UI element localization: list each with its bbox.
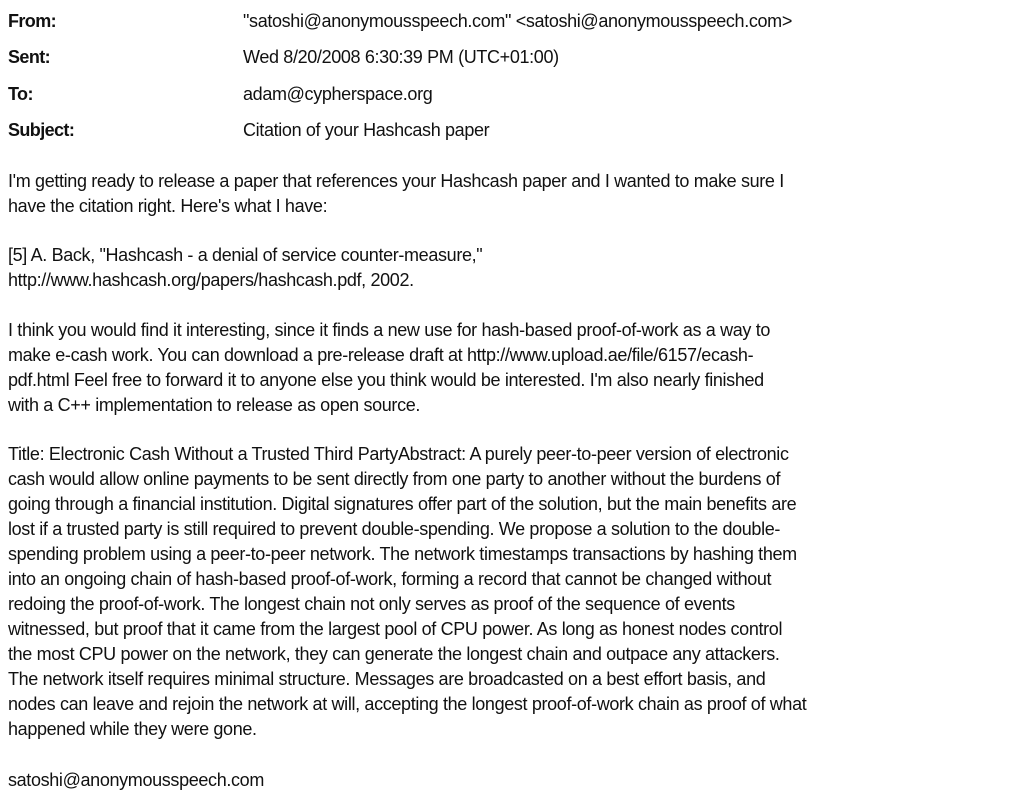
body-line: have the citation right. Here's what I have:: [8, 196, 328, 216]
header-label-from: From:: [8, 11, 56, 31]
abstract-line: The network itself requires minimal structure. Messages are broadcasted on a best effort basis, and: [8, 669, 766, 689]
header-label-sent: Sent:: [8, 47, 51, 67]
header-value-subject: Citation of your Hashcash paper: [243, 120, 490, 140]
paragraph-note: [8, 318, 1020, 418]
paragraph-citation: [8, 243, 1020, 293]
body-line: I think you would find it interesting, since it finds a new use for hash-based proof-of-work as a way to: [8, 320, 771, 340]
signature: satoshi@anonymousspeech.com: [8, 770, 264, 790]
body-line: I'm getting ready to release a paper that references your Hashcash paper and I wanted to make sure I: [8, 171, 784, 191]
header-label-to: To:: [8, 84, 33, 104]
abstract-line: the most CPU power on the network, they can generate the longest chain and outpace any attackers.: [8, 644, 780, 664]
header-value-to: adam@cypherspace.org: [243, 84, 433, 104]
body-line: with a C++ implementation to release as open source.: [8, 395, 421, 415]
citation-url-line: http://www.hashcash.org/papers/hashcash.pdf, 2002.: [8, 270, 414, 290]
abstract-line: cash would allow online payments to be sent directly from one party to another without the burdens of: [8, 469, 781, 489]
paragraph-intro: [8, 169, 1020, 219]
body-line: make e-cash work. You can download a pre-release draft at http://www.upload.ae/file/6157/ecash-: [8, 345, 754, 365]
abstract-line: spending problem using a peer-to-peer network. The network timestamps transactions by hashing them: [8, 544, 797, 564]
abstract-line: Title: Electronic Cash Without a Trusted Third PartyAbstract: A purely peer-to-peer version of electronic: [8, 444, 789, 464]
header-label-subject: Subject:: [8, 120, 75, 140]
header-sent: [8, 45, 1018, 69]
abstract-line: into an ongoing chain of hash-based proof-of-work, forming a record that cannot be changed without: [8, 569, 772, 589]
abstract-line: going through a financial institution. Digital signatures offer part of the solution, but the main benefits are: [8, 494, 797, 514]
abstract-line: lost if a trusted party is still required to prevent double-spending. We propose a solution to the double-: [8, 519, 781, 539]
citation-line: [5] A. Back, "Hashcash - a denial of service counter-measure,": [8, 245, 483, 265]
header-value-sent: Wed 8/20/2008 6:30:39 PM (UTC+01:00): [243, 47, 559, 67]
abstract-line: happened while they were gone.: [8, 719, 257, 739]
abstract-line: nodes can leave and rejoin the network at will, accepting the longest proof-of-work chain as proof of what: [8, 694, 807, 714]
paragraph-abstract: [8, 442, 1020, 742]
header-from: [8, 9, 1018, 33]
header-subject: [8, 118, 1018, 142]
abstract-line: witnessed, but proof that it came from the largest pool of CPU power. As long as honest nodes control: [8, 619, 783, 639]
body-line: pdf.html Feel free to forward it to anyone else you think would be interested. I'm also nearly finished: [8, 370, 764, 390]
header-value-from: "satoshi@anonymousspeech.com" <satoshi@anonymousspeech.com>: [243, 11, 792, 31]
abstract-line: redoing the proof-of-work. The longest chain not only serves as proof of the sequence of events: [8, 594, 735, 614]
header-to: [8, 82, 1018, 106]
